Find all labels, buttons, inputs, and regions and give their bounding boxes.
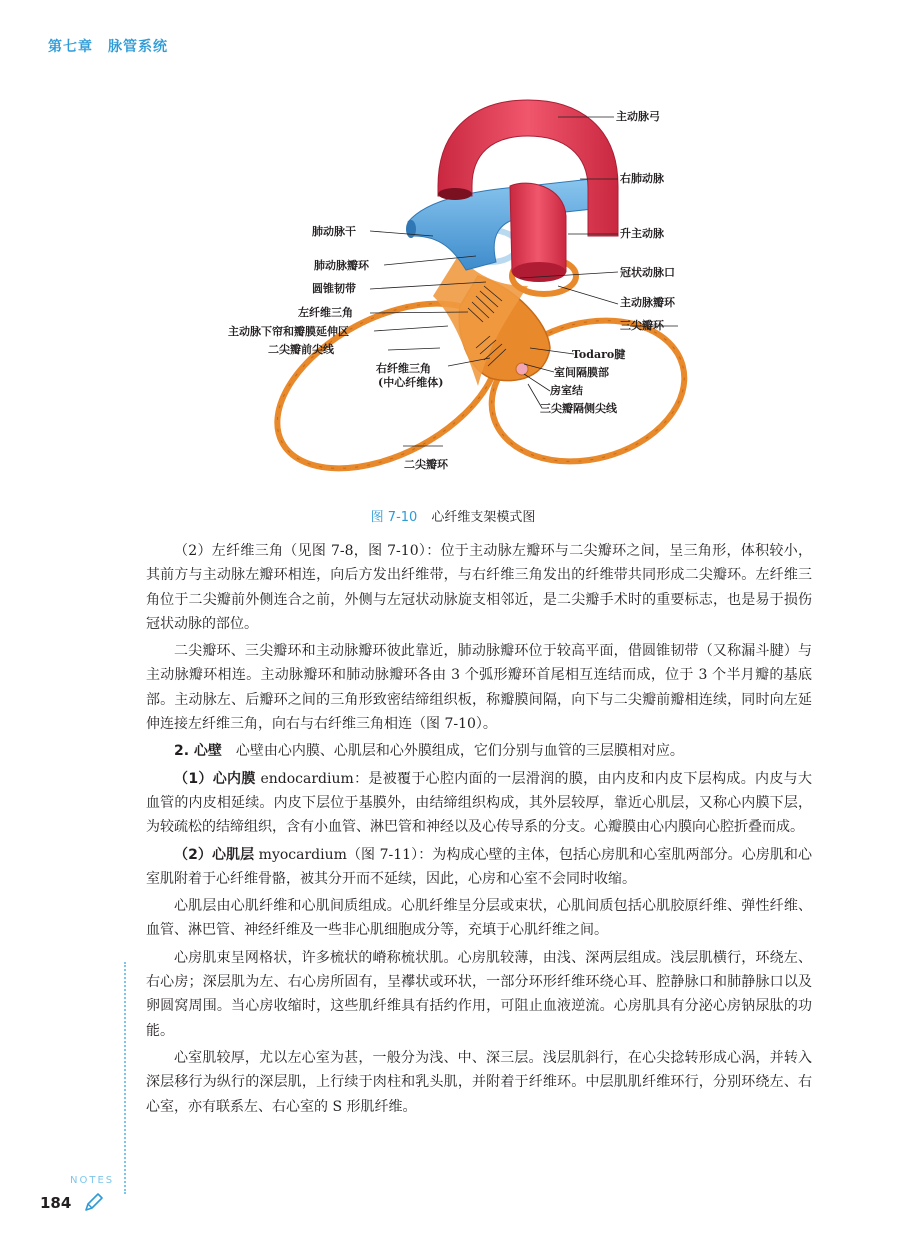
- label-conus-ligament: 圆锥韧带: [312, 282, 356, 295]
- label-tricuspid-ring: 三尖瓣环: [620, 319, 664, 332]
- figure-title: 心纤维支架模式图: [431, 510, 536, 525]
- label-anterior-mitral-commissure: 二尖瓣前尖线: [268, 343, 334, 356]
- running-head: 第七章 脉管系统: [48, 39, 168, 55]
- heart-fibrous-skeleton-figure: [228, 86, 688, 496]
- label-right-fibrous-trigone: 右纤维三角: [376, 362, 431, 375]
- paragraph: 二尖瓣环、三尖瓣环和主动脉瓣环彼此靠近，肺动脉瓣环位于较高平面，借圆锥韧带（又称漏斗腱）与主动脉瓣环相连。主动脉瓣环和肺动脉瓣环各由 3 个弧形瓣环首尾相互连结而成，位于 3 个半月瓣的基底部。主动脉左、后瓣环之间的三角形致密结缔组织板，称瓣膜间隔，向下与二尖瓣前瓣相连续，同时向左延伸连接左纤维三角，向右与右纤维三角相连（图 7-10）。: [146, 643, 812, 733]
- paragraph: 心室肌较厚，尤以左心室为甚，一般分为浅、中、深三层。浅层肌斜行，在心尖捻转形成心涡，并转入深层移行为纵行的深层肌，上行续于肉柱和乳头肌，并附着于纤维环。中层肌肌纤维环行，分别环绕左、右心室，亦有联系左、右心室的 S 形肌纤维。: [146, 1049, 812, 1115]
- term-heading: （1）心内膜: [174, 770, 256, 787]
- section-heading: 2. 心壁: [174, 743, 222, 760]
- pencil-icon: [82, 1192, 104, 1214]
- label-right-pulmonary-artery: 右肺动脉: [620, 172, 664, 185]
- label-left-fibrous-trigone: 左纤维三角: [298, 306, 353, 319]
- body-text: [146, 539, 812, 1122]
- label-pulmonary-trunk: 肺动脉干: [312, 225, 356, 238]
- figure-illustration: [228, 86, 688, 496]
- label-subaortic-curtain: 主动脉下帘和瓣膜延伸区: [228, 325, 349, 338]
- paragraph-endocardium: （1）心内膜 endocardium：是被覆于心腔内面的一层滑润的膜，由内皮和内皮下层构成。内皮与大血管的内皮相延续。内皮下层位于基膜外，由结缔组织构成，其外层较厚，靠近心肌层，又称心内膜下层，为较疏松的结缔组织，含有小血管、淋巴管和神经以及心传导系的分支。心瓣膜由心内膜向心腔折叠而成。: [146, 770, 812, 836]
- label-aortic-arch: 主动脉弓: [616, 110, 660, 123]
- label-coronary-ostium: 冠状动脉口: [620, 266, 675, 279]
- paragraph-myocardium: （2）心肌层 myocardium（图 7-11）：为构成心壁的主体，包括心房肌和心室肌两部分。心房肌和心室肌附着于心纤维骨骼，被其分开而不延续，因此，心房和心室不会同时收缩。: [146, 846, 813, 887]
- label-membranous-septum: 室间隔膜部: [554, 366, 609, 379]
- label-mitral-ring: 二尖瓣环: [404, 458, 448, 471]
- label-ascending-aorta: 升主动脉: [620, 227, 664, 240]
- pulmonary-trunk-shape: [408, 178, 602, 270]
- paragraph: （2）左纤维三角（见图 7-8，图 7-10）：位于主动脉左瓣环与二尖瓣环之间，呈三角形，体积较小，其前方与主动脉左瓣环相连，向后方发出纤维带，与右纤维三角发出的纤维带共同形成二尖瓣环。左纤维三角位于二尖瓣前外侧连合之前，外侧与左冠状动脉旋支相邻近，是二尖瓣手术时的重要标志，也是易于损伤冠状动脉的部位。: [146, 543, 812, 632]
- figure-caption: [0, 506, 906, 525]
- label-aortic-valve-ring: 主动脉瓣环: [620, 296, 675, 309]
- page-number: 184: [40, 1194, 72, 1212]
- paragraph: 心房肌束呈网格状，许多梳状的嵴称梳状肌。心房肌较薄，由浅、深两层组成。浅层肌横行，环绕左、右心房；深层肌为左、右心房所固有，呈襻状或环状，一部分环形纤维环绕心耳、腔静脉口和肺静脉口以及卵圆窝周围。当心房收缩时，这些肌纤维具有括约作用，可阻止血液逆流。心房肌具有分泌心房钠尿肽的功能。: [146, 949, 812, 1039]
- label-todaro-tendon: Todaro腱: [572, 348, 626, 361]
- figure-number: 图 7-10: [370, 510, 418, 525]
- label-central-fibrous-body: (中心纤维体): [378, 376, 444, 389]
- notes-label: NOTES: [70, 1175, 115, 1186]
- label-tricuspid-septal-commissure: 三尖瓣隔侧尖线: [540, 402, 617, 415]
- paragraph-heart-wall: 2. 心壁 心壁由心内膜、心肌层和心外膜组成，它们分别与血管的三层膜相对应。: [174, 743, 684, 760]
- label-av-node: 房室结: [550, 384, 583, 397]
- label-pulmonary-valve-ring: 肺动脉瓣环: [314, 259, 369, 272]
- notes-margin-rule: [124, 962, 126, 1194]
- term-heading: （2）心肌层: [174, 846, 255, 863]
- paragraph: 心肌层由心肌纤维和心肌间质组成。心肌纤维呈分层或束状，心肌间质包括心肌胶原纤维、弹性纤维、血管、淋巴管、神经纤维及一些非心肌细胞成分等，充填于心肌纤维之间。: [146, 898, 812, 939]
